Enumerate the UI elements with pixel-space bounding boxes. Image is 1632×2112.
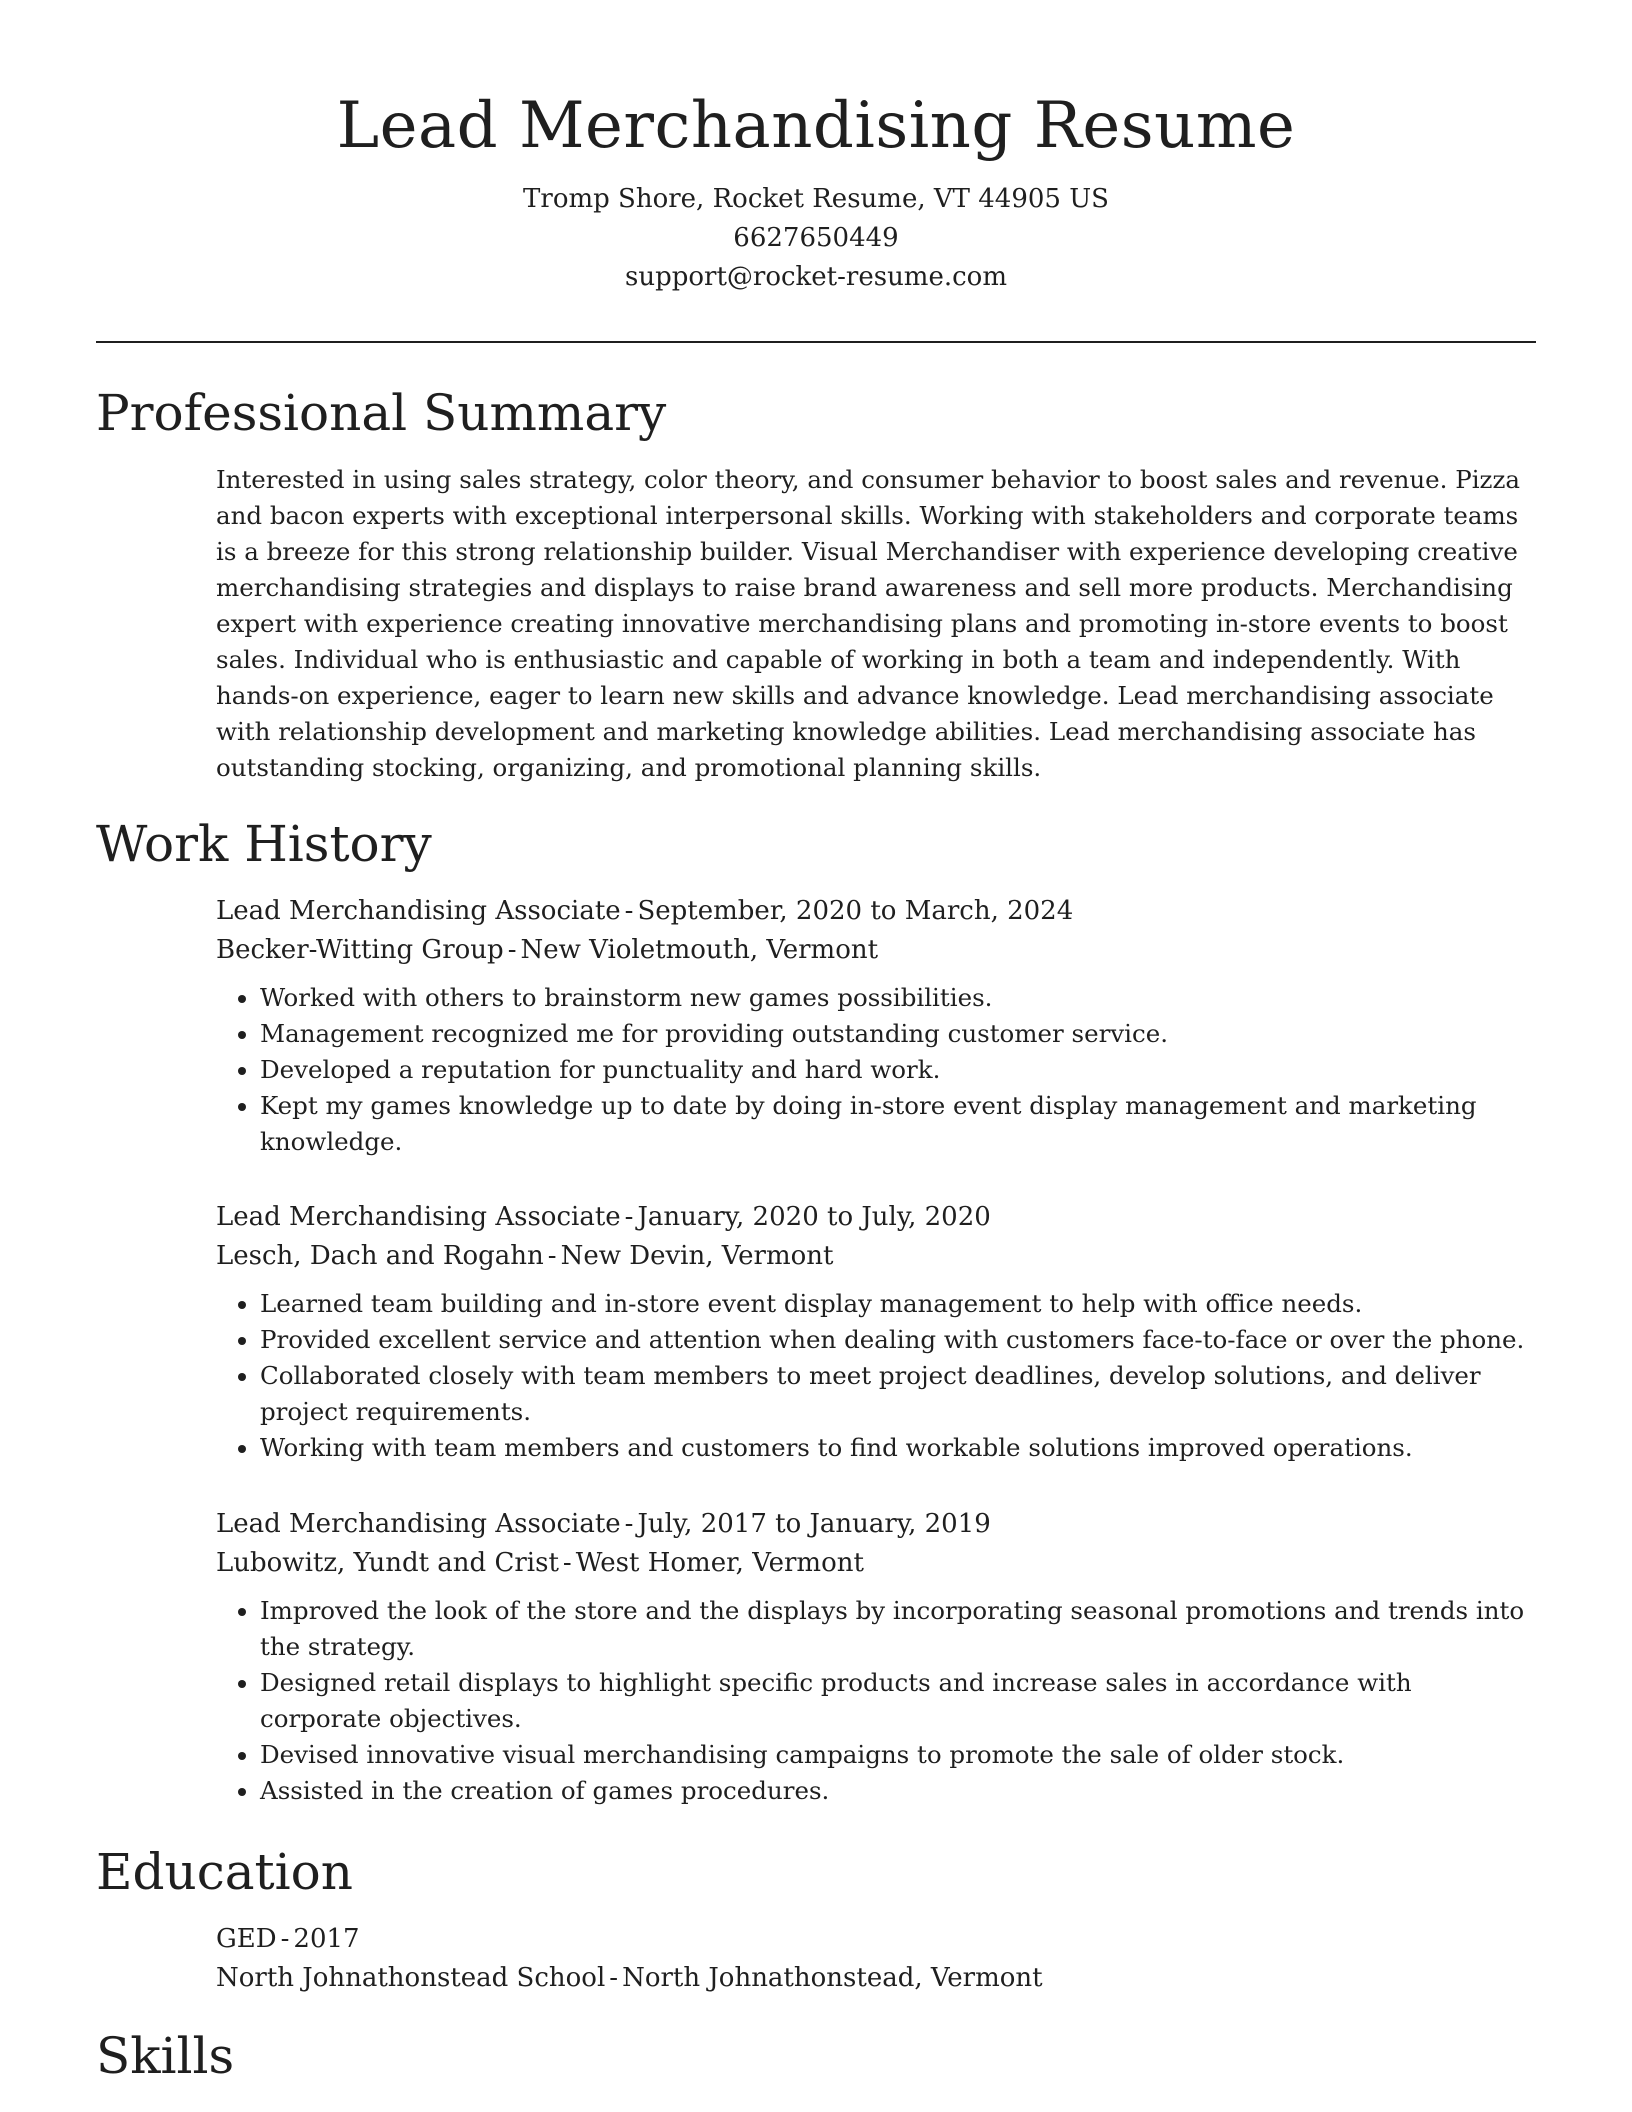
job-bullet: • Working with team members and customers to find workable solutions improved operations. xyxy=(260,1430,1536,1466)
job-company-line: Lesch, Dach and Rogahn - New Devin, Vermont xyxy=(216,1241,834,1271)
job-bullet: • Learned team building and in-store event display management to help with office needs. xyxy=(260,1286,1536,1322)
job-dates: January, 2020 to July, 2020 xyxy=(637,1202,991,1232)
summary-heading: Professional Summary xyxy=(96,384,667,442)
education-year: 2017 xyxy=(293,1924,360,1954)
job-bullets xyxy=(216,1286,1536,1466)
job-company-line: Becker-Witting Group - New Violetmouth, Vermont xyxy=(216,935,879,965)
job-title-line: Lead Merchandising Associate - September, 2020 to March, 2024 xyxy=(216,896,1074,926)
contact-email: support@rocket-resume.com xyxy=(624,262,1007,292)
education-school: North Johnathonstead School xyxy=(216,1963,606,1993)
job-bullet: • Developed a reputation for punctuality and hard work. xyxy=(260,1052,1536,1088)
job-bullet: • Assisted in the creation of games procedures. xyxy=(260,1773,1536,1809)
job-bullets xyxy=(216,1593,1536,1809)
job-bullet: • Devised innovative visual merchandising campaigns to promote the sale of older stock. xyxy=(260,1737,1536,1773)
job-bullet: • Collaborated closely with team members to meet project deadlines, develop solutions, and deliver project requirements. xyxy=(260,1358,1536,1430)
job-bullet: • Kept my games knowledge up to date by doing in-store event display management and marketing knowledge. xyxy=(260,1088,1536,1160)
job-title-line: Lead Merchandising Associate - January, 2020 to July, 2020 xyxy=(216,1202,991,1232)
skills-heading: Skills xyxy=(96,2027,235,2085)
education-degree-line: GED - 2017 xyxy=(216,1924,360,1954)
job-company: Lubowitz, Yundt and Crist xyxy=(216,1548,559,1578)
job-company: Lesch, Dach and Rogahn xyxy=(216,1241,544,1271)
job-title-line: Lead Merchandising Associate - July, 2017 to January, 2019 xyxy=(216,1509,991,1539)
job-bullet: • Worked with others to brainstorm new games possibilities. xyxy=(260,980,1536,1016)
job-title: Lead Merchandising Associate xyxy=(216,896,621,926)
job-location: New Violetmouth, Vermont xyxy=(520,935,879,965)
education-location: North Johnathonstead, Vermont xyxy=(622,1963,1043,1993)
job-entry xyxy=(216,1505,1536,1809)
job-company: Becker-Witting Group xyxy=(216,935,504,965)
education-heading: Education xyxy=(96,1843,353,1901)
resume-title: Lead Merchandising Resume xyxy=(336,89,1296,163)
job-location: New Devin, Vermont xyxy=(560,1241,834,1271)
job-location: West Homer, Vermont xyxy=(575,1548,864,1578)
job-title: Lead Merchandising Associate xyxy=(216,1202,621,1232)
job-company-line: Lubowitz, Yundt and Crist - West Homer, Vermont xyxy=(216,1548,864,1578)
job-dates: July, 2017 to January, 2019 xyxy=(637,1509,991,1539)
job-entry xyxy=(216,892,1536,1160)
resume-header xyxy=(0,0,1632,297)
work-history-heading: Work History xyxy=(96,815,432,873)
job-bullet: • Improved the look of the store and the displays by incorporating seasonal promotions and trends into the strategy. xyxy=(260,1593,1536,1665)
education-degree: GED xyxy=(216,1924,277,1954)
job-bullet: • Management recognized me for providing outstanding customer service. xyxy=(260,1016,1536,1052)
contact-address: Tromp Shore, Rocket Resume, VT 44905 US xyxy=(523,184,1109,214)
summary-text: Interested in using sales strategy, color theory, and consumer behavior to boost sales and revenue. Pizza and bacon experts with exceptional interpersonal skills. Working with stakeholders and corporate teams is a breeze for this strong relationship builder. Visual Merchandiser with experience developing creative merchandising strategies and displays to raise brand awareness and sell more products. Merchandising expert with experience creating innovative merchandising plans and promoting in-store events to boost sales. Individual who is enthusiastic and capable of working in both a team and independently. With hands-on experience, eager to learn new skills and advance knowledge. Lead merchandising associate with relationship development and marketing knowledge abilities. Lead merchandising associate has outstanding stocking, organizing, and promotional planning skills. xyxy=(216,465,1520,782)
education-school-line: North Johnathonstead School - North Johnathonstead, Vermont xyxy=(216,1963,1043,1993)
header-divider xyxy=(96,341,1536,343)
contact-block xyxy=(0,180,1632,297)
job-bullets xyxy=(216,980,1536,1160)
job-bullet: • Provided excellent service and attention when dealing with customers face-to-face or over the phone. xyxy=(260,1322,1536,1358)
job-title: Lead Merchandising Associate xyxy=(216,1509,621,1539)
job-entry xyxy=(216,1198,1536,1466)
contact-phone: 6627650449 xyxy=(733,223,899,253)
job-bullet: • Designed retail displays to highlight specific products and increase sales in accordance with corporate objectives. xyxy=(260,1665,1536,1737)
education-entry xyxy=(216,1920,1536,1998)
job-dates: September, 2020 to March, 2024 xyxy=(637,896,1074,926)
